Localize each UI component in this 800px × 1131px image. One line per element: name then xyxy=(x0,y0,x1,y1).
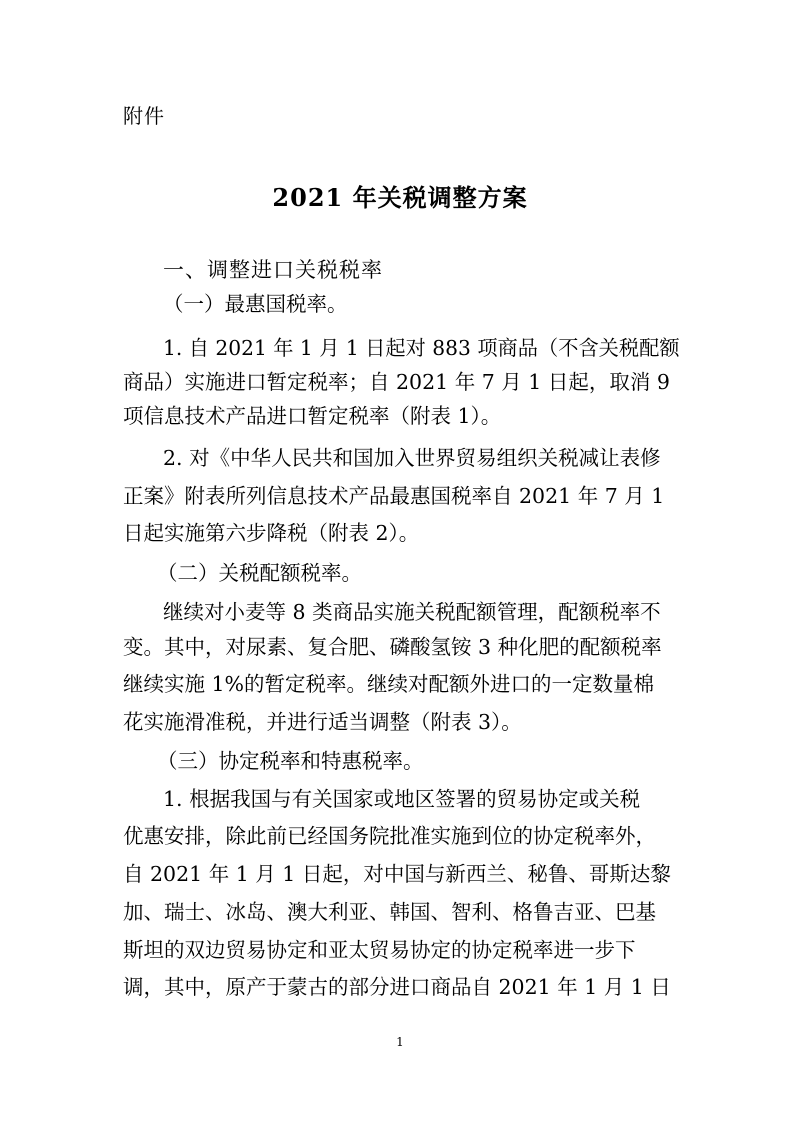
page-number: 1 xyxy=(396,1035,404,1049)
paragraph-line: 自 2021 年 1 月 1 日起，对中国与新西兰、秘鲁、哥斯达黎 xyxy=(123,862,671,886)
paragraph-line: 继续实施 1%的暂定税率。继续对配额外进口的一定数量棉 xyxy=(123,672,655,696)
paragraph-line: 花实施滑准税，并进行适当调整（附表 3）。 xyxy=(123,710,522,734)
paragraph-line: 项信息技术产品进口暂定税率（附表 1）。 xyxy=(123,404,502,428)
paragraph-line: 优惠安排，除此前已经国务院批准实施到位的协定税率外， xyxy=(123,824,656,848)
document-title: 2021 年关税调整方案 xyxy=(272,183,528,212)
subsection-heading: （三）协定税率和特惠税率。 xyxy=(157,749,424,773)
paragraph-line: 2. 对《中华人民共和国加入世界贸易组织关税减让表修 xyxy=(163,446,661,470)
section-heading: 一、调整进口关税税率 xyxy=(163,258,383,282)
paragraph-line: 加、瑞士、冰岛、澳大利亚、韩国、智利、格鲁吉亚、巴基 xyxy=(123,900,656,924)
paragraph-line: 变。其中，对尿素、复合肥、磷酸氢铵 3 种化肥的配额税率 xyxy=(123,635,662,659)
paragraph-line: 斯坦的双边贸易协定和亚太贸易协定的协定税率进一步下 xyxy=(123,938,636,962)
subsection-heading: （二）关税配额税率。 xyxy=(157,561,362,585)
attachment-label: 附件 xyxy=(123,104,165,128)
paragraph-line: 调，其中，原产于蒙古的部分进口商品自 2021 年 1 月 1 日 xyxy=(123,975,671,999)
subsection-heading: （一）最惠国税率。 xyxy=(163,292,348,316)
paragraph-line: 1. 根据我国与有关国家或地区签署的贸易协定或关税 xyxy=(163,787,641,811)
paragraph-line: 正案》附表所列信息技术产品最惠国税率自 2021 年 7 月 1 xyxy=(123,484,665,508)
paragraph-line: 商品）实施进口暂定税率；自 2021 年 7 月 1 日起，取消 9 xyxy=(123,370,670,394)
paragraph-line: 日起实施第六步降税（附表 2）。 xyxy=(123,521,420,545)
paragraph-line: 继续对小麦等 8 类商品实施关税配额管理，配额税率不 xyxy=(163,600,661,624)
paragraph-line: 1. 自 2021 年 1 月 1 日起对 883 项商品（不含关税配额 xyxy=(163,336,680,360)
